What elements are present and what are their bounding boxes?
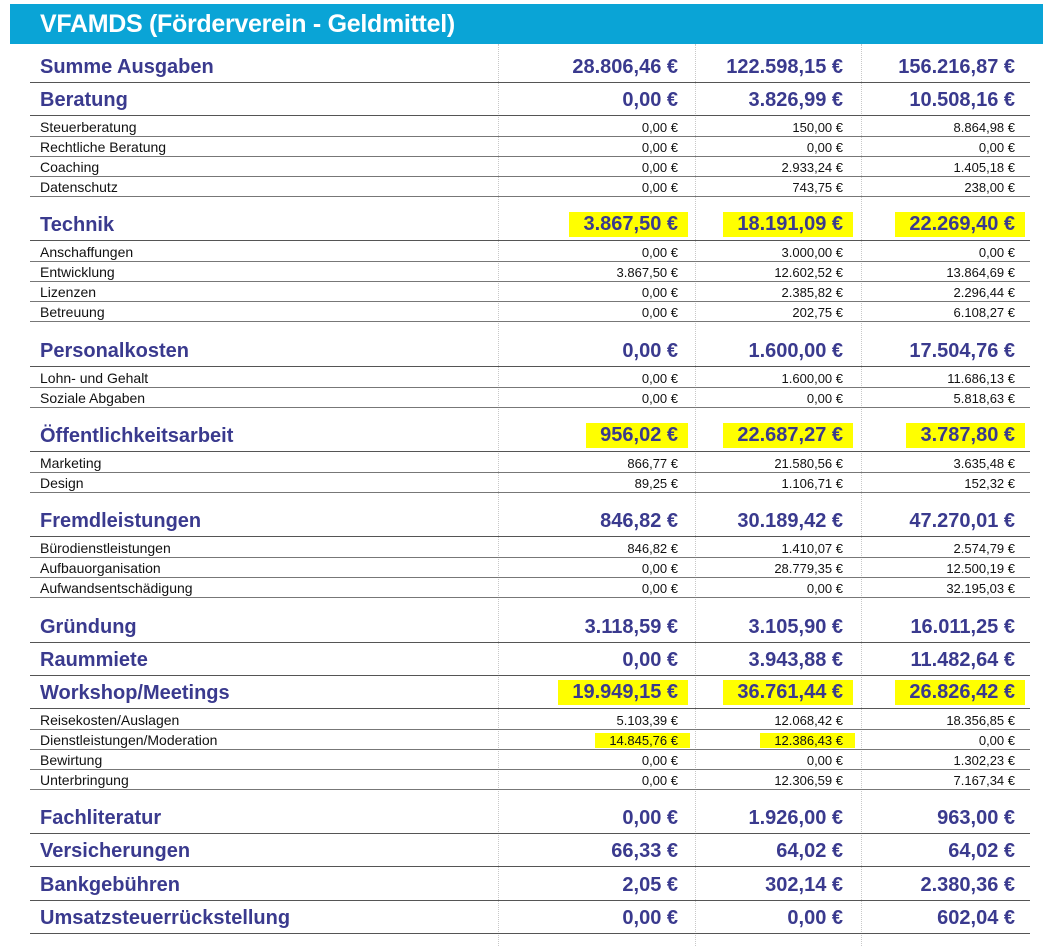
line-item-label: Lizenzen (40, 284, 97, 300)
amount-col-2: 743,75 € (792, 180, 843, 195)
line-item-label: Anschaffungen (40, 244, 134, 260)
amount-col-3: 1.405,18 € (953, 160, 1015, 175)
line-item-row (30, 262, 1030, 282)
category-label: Summe Ausgaben (40, 56, 214, 78)
amount-col-3: 2.296,44 € (953, 285, 1015, 300)
amount-col-3: 0,00 € (978, 733, 1015, 748)
amount-col-3: 3.787,80 € (906, 423, 1025, 448)
amount-col-1: 0,00 € (641, 180, 678, 195)
amount-col-2: 18.191,09 € (723, 212, 853, 237)
line-item-row (30, 770, 1030, 790)
amount-col-1: 19.949,15 € (558, 680, 688, 705)
amount-col-2: 3.943,88 € (748, 649, 843, 671)
amount-col-2: 2.385,82 € (781, 285, 843, 300)
amount-col-3: 11.686,13 € (947, 371, 1015, 386)
category-row (30, 677, 1030, 709)
amount-col-3: 12.500,19 € (946, 561, 1015, 576)
category-row (30, 51, 1030, 83)
amount-col-3: 26.826,42 € (895, 680, 1025, 705)
line-item-row (30, 538, 1030, 558)
line-item-row (30, 368, 1030, 388)
line-item-label: Aufwandsentschädigung (40, 580, 193, 596)
amount-col-1: 3.867,50 € (616, 265, 678, 280)
amount-col-1: 0,00 € (641, 391, 678, 406)
amount-col-1: 0,00 € (641, 581, 678, 596)
line-item-row (30, 710, 1030, 730)
amount-col-2: 3.000,00 € (781, 245, 843, 260)
amount-col-1: 0,00 € (641, 753, 678, 768)
amount-col-1: 0,00 € (622, 807, 678, 829)
amount-col-3: 32.195,03 € (946, 581, 1015, 596)
line-item-label: Design (40, 475, 84, 491)
amount-col-3: 1.302,23 € (953, 753, 1015, 768)
amount-col-3: 0,00 € (978, 245, 1015, 260)
category-label: Öffentlichkeitsarbeit (40, 425, 234, 447)
category-label: Gründung (40, 616, 137, 638)
line-item-label: Unterbringung (40, 772, 129, 788)
line-item-row (30, 282, 1030, 302)
amount-col-2: 12.306,59 € (774, 773, 843, 788)
category-row (30, 644, 1030, 676)
amount-col-2: 1.106,71 € (781, 476, 843, 491)
category-label: Bankgebühren (40, 874, 181, 896)
category-row (30, 505, 1030, 537)
amount-col-3: 64,02 € (948, 840, 1015, 862)
line-item-row (30, 157, 1030, 177)
amount-col-1: 5.103,39 € (616, 713, 678, 728)
line-item-label: Reisekosten/Auslagen (40, 712, 180, 728)
line-item-label: Steuerberatung (40, 119, 137, 135)
amount-col-3: 8.864,98 € (953, 120, 1015, 135)
amount-col-2: 202,75 € (792, 305, 843, 320)
category-label: Technik (40, 214, 115, 236)
line-item-row (30, 558, 1030, 578)
amount-col-2: 150,00 € (792, 120, 843, 135)
category-label: Fachliteratur (40, 807, 162, 829)
category-row (30, 802, 1030, 834)
amount-col-3: 0,00 € (978, 140, 1015, 155)
amount-col-2: 0,00 € (806, 391, 843, 406)
amount-col-2: 1.600,00 € (748, 340, 843, 362)
line-item-label: Datenschutz (40, 179, 118, 195)
category-label: Workshop/Meetings (40, 682, 230, 704)
amount-col-3: 7.167,34 € (953, 773, 1015, 788)
page-title: VFAMDS (Förderverein - Geldmittel) (40, 10, 455, 38)
line-item-row (30, 117, 1030, 137)
amount-col-2: 64,02 € (776, 840, 843, 862)
amount-col-1: 0,00 € (641, 160, 678, 175)
amount-col-3: 238,00 € (964, 180, 1015, 195)
amount-col-1: 0,00 € (622, 340, 678, 362)
amount-col-3: 6.108,27 € (953, 305, 1015, 320)
line-item-label: Betreuung (40, 304, 105, 320)
amount-col-1: 2,05 € (622, 874, 678, 896)
line-item-label: Entwicklung (40, 264, 115, 280)
amount-col-1: 0,00 € (641, 120, 678, 135)
line-item-label: Aufbauorganisation (40, 560, 161, 576)
category-label: Beratung (40, 89, 128, 111)
line-item-label: Soziale Abgaben (40, 390, 146, 406)
amount-col-3: 11.482,64 € (910, 649, 1015, 671)
category-row (30, 902, 1030, 934)
amount-col-3: 3.635,48 € (953, 456, 1015, 471)
amount-col-1: 0,00 € (641, 285, 678, 300)
amount-col-2: 1.600,00 € (781, 371, 843, 386)
amount-col-1: 66,33 € (611, 840, 678, 862)
amount-col-2: 3.105,90 € (748, 616, 843, 638)
amount-col-3: 963,00 € (937, 807, 1015, 829)
amount-col-2: 22.687,27 € (723, 423, 853, 448)
line-item-label: Coaching (40, 159, 100, 175)
amount-col-3: 47.270,01 € (909, 510, 1015, 532)
amount-col-1: 0,00 € (622, 907, 678, 929)
category-row (30, 420, 1030, 452)
amount-col-1: 0,00 € (622, 649, 678, 671)
category-label: Fremdleistungen (40, 510, 202, 532)
amount-col-1: 846,82 € (627, 541, 678, 556)
title-bar (10, 4, 1043, 44)
amount-col-1: 89,25 € (634, 476, 678, 491)
amount-col-3: 16.011,25 € (910, 616, 1015, 638)
category-row (30, 335, 1030, 367)
amount-col-2: 0,00 € (806, 753, 843, 768)
amount-col-3: 602,04 € (937, 907, 1015, 929)
line-item-row (30, 137, 1030, 157)
amount-col-2: 0,00 € (787, 907, 843, 929)
amount-col-2: 0,00 € (806, 581, 843, 596)
line-item-label: Bewirtung (40, 752, 103, 768)
line-item-row (30, 242, 1030, 262)
line-item-label: Bürodienstleistungen (40, 540, 171, 556)
amount-col-1: 3.118,59 € (584, 616, 678, 638)
amount-col-2: 302,14 € (765, 874, 843, 896)
line-item-row (30, 578, 1030, 598)
amount-col-1: 0,00 € (641, 371, 678, 386)
amount-col-1: 28.806,46 € (572, 56, 678, 78)
line-item-label: Rechtliche Beratung (40, 139, 167, 155)
amount-col-3: 2.574,79 € (953, 541, 1015, 556)
amount-col-3: 17.504,76 € (909, 340, 1015, 362)
amount-col-1: 866,77 € (627, 456, 678, 471)
amount-col-2: 12.386,43 € (760, 733, 855, 748)
amount-col-2: 122.598,15 € (726, 56, 843, 78)
line-item-row (30, 388, 1030, 408)
category-label: Umsatzsteuerrückstellung (40, 907, 291, 929)
line-item-label: Dienstleistungen/Moderation (40, 732, 218, 748)
category-row (30, 869, 1030, 901)
amount-col-2: 2.933,24 € (781, 160, 843, 175)
line-item-row (30, 302, 1030, 322)
amount-col-1: 0,00 € (641, 140, 678, 155)
amount-col-2: 0,00 € (806, 140, 843, 155)
amount-col-2: 1.926,00 € (748, 807, 843, 829)
line-item-label: Lohn- und Gehalt (40, 370, 149, 386)
amount-col-1: 0,00 € (641, 305, 678, 320)
amount-col-3: 18.356,85 € (946, 713, 1015, 728)
amount-col-2: 28.779,35 € (774, 561, 843, 576)
amount-col-3: 22.269,40 € (895, 212, 1025, 237)
amount-col-2: 36.761,44 € (723, 680, 853, 705)
line-item-row (30, 453, 1030, 473)
amount-col-2: 30.189,42 € (737, 510, 843, 532)
amount-col-1: 0,00 € (622, 89, 678, 111)
amount-col-1: 0,00 € (641, 773, 678, 788)
line-item-label: Marketing (40, 455, 102, 471)
category-label: Versicherungen (40, 840, 191, 862)
category-row (30, 209, 1030, 241)
amount-col-3: 2.380,36 € (920, 874, 1015, 896)
amount-col-2: 21.580,56 € (774, 456, 843, 471)
amount-col-2: 3.826,99 € (748, 89, 843, 111)
category-label: Personalkosten (40, 340, 189, 362)
amount-col-1: 14.845,76 € (595, 733, 690, 748)
amount-col-2: 12.068,42 € (774, 713, 843, 728)
amount-col-1: 0,00 € (641, 561, 678, 576)
amount-col-1: 0,00 € (641, 245, 678, 260)
amount-col-3: 10.508,16 € (909, 89, 1015, 111)
line-item-row (30, 177, 1030, 197)
category-row (30, 611, 1030, 643)
category-row (30, 835, 1030, 867)
amount-col-3: 156.216,87 € (898, 56, 1015, 78)
category-row (30, 84, 1030, 116)
amount-col-3: 13.864,69 € (946, 265, 1015, 280)
amount-col-1: 846,82 € (600, 510, 678, 532)
line-item-row (30, 473, 1030, 493)
amount-col-2: 12.602,52 € (774, 265, 843, 280)
amount-col-3: 5.818,63 € (953, 391, 1015, 406)
amount-col-2: 1.410,07 € (781, 541, 843, 556)
line-item-row (30, 730, 1030, 750)
line-item-row (30, 750, 1030, 770)
amount-col-1: 956,02 € (586, 423, 688, 448)
amount-col-3: 152,32 € (964, 476, 1015, 491)
amount-col-1: 3.867,50 € (569, 212, 688, 237)
category-label: Raummiete (40, 649, 148, 671)
